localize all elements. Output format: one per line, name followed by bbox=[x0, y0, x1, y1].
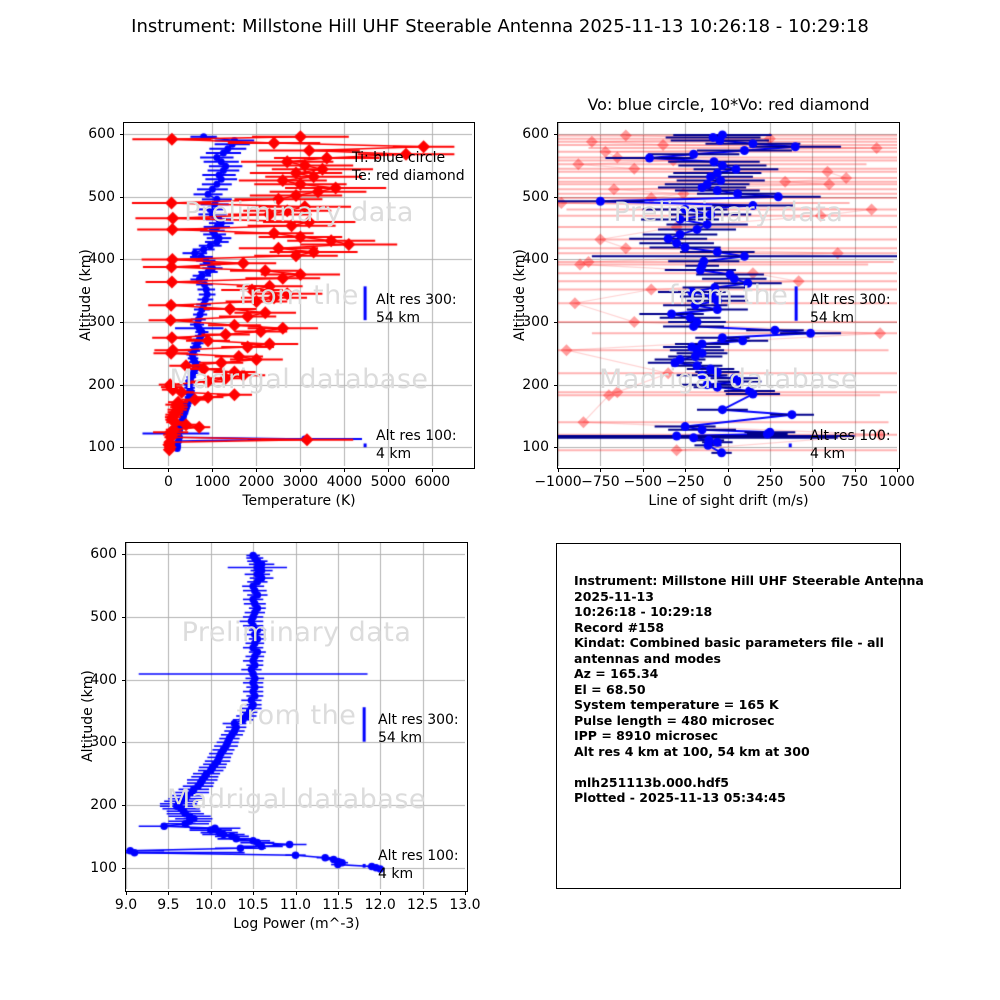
alt-res-100-text: Alt res 100: bbox=[810, 428, 891, 444]
x-tick-mark bbox=[728, 468, 729, 472]
y-tick-label: 300 bbox=[522, 314, 549, 331]
power-y-axis-label: Altitude (km) bbox=[80, 670, 96, 762]
y-tick-label: 300 bbox=[90, 734, 117, 751]
watermark-madrigal-database: Madrigal database bbox=[598, 364, 859, 395]
watermark-madrigal-database: Madrigal database bbox=[169, 364, 429, 395]
temperature-x-axis-label: Temperature (K) bbox=[242, 493, 356, 509]
y-tick-label: 400 bbox=[90, 671, 117, 688]
x-tick-mark bbox=[643, 468, 644, 472]
x-tick-mark bbox=[465, 891, 466, 895]
x-tick-mark bbox=[380, 891, 381, 895]
x-tick-mark bbox=[256, 468, 257, 472]
y-tick-label: 500 bbox=[522, 188, 549, 205]
alt-res-300-text: Alt res 300: bbox=[376, 292, 457, 308]
figure-title: Instrument: Millstone Hill UHF Steerable Antenna 2025-11-13 10:26:18 - 10:29:18 bbox=[131, 16, 869, 37]
y-tick-mark bbox=[120, 134, 124, 135]
info-line bbox=[574, 759, 900, 775]
alt-res-100-text: Alt res 100: bbox=[378, 848, 459, 864]
y-tick-label: 500 bbox=[88, 188, 115, 205]
x-tick-mark bbox=[897, 468, 898, 472]
drift-x-axis-label: Line of sight drift (m/s) bbox=[648, 493, 809, 509]
x-tick-label: 2000 bbox=[238, 474, 275, 490]
x-tick-label: 3000 bbox=[282, 474, 319, 490]
y-tick-mark bbox=[120, 447, 124, 448]
annotation-alt-res-300 bbox=[378, 711, 459, 747]
alt-res-300-text: Alt res 300: bbox=[810, 292, 891, 308]
watermark-from-the: from the bbox=[239, 280, 359, 311]
x-tick-label: −250 bbox=[665, 474, 705, 490]
x-tick-mark bbox=[558, 468, 559, 472]
y-tick-mark bbox=[554, 259, 558, 260]
x-tick-mark bbox=[168, 891, 169, 895]
x-tick-mark bbox=[423, 891, 424, 895]
alt-res-100-text: Alt res 100: bbox=[376, 428, 457, 444]
x-tick-label: 0 bbox=[723, 474, 732, 490]
x-tick-mark bbox=[388, 468, 389, 472]
drift-altitude-plot bbox=[512, 95, 915, 509]
alt-res-300-value: 54 km bbox=[376, 310, 421, 326]
x-tick-label: 10.0 bbox=[195, 897, 227, 913]
y-tick-label: 600 bbox=[88, 126, 115, 143]
watermark-madrigal-database: Madrigal database bbox=[166, 784, 427, 815]
x-tick-mark bbox=[812, 468, 813, 472]
y-tick-label: 500 bbox=[90, 608, 117, 625]
info-line: 2025-11-13 bbox=[574, 588, 654, 604]
y-tick-label: 100 bbox=[88, 439, 115, 456]
x-tick-label: 0 bbox=[163, 474, 173, 490]
legend-ti-label: Ti: blue circle bbox=[352, 150, 446, 166]
y-tick-mark bbox=[122, 554, 126, 555]
info-line: 10:26:18 - 10:29:18 bbox=[574, 604, 713, 619]
y-tick-label: 200 bbox=[522, 376, 549, 393]
x-tick-label: −500 bbox=[623, 474, 662, 490]
x-tick-label: 10.5 bbox=[237, 897, 269, 913]
y-tick-mark bbox=[122, 805, 126, 806]
x-tick-mark bbox=[211, 891, 212, 895]
info-line: El = 68.50 bbox=[574, 681, 646, 697]
y-tick-label: 400 bbox=[88, 251, 115, 268]
y-tick-label: 600 bbox=[90, 546, 117, 563]
x-tick-label: 500 bbox=[798, 474, 826, 490]
annotation-alt-res-100 bbox=[378, 847, 459, 883]
y-tick-mark bbox=[120, 259, 124, 260]
y-tick-mark bbox=[120, 322, 124, 323]
x-tick-mark bbox=[296, 891, 297, 895]
temperature-altitude-plot bbox=[78, 122, 475, 509]
x-tick-label: 9.5 bbox=[157, 897, 180, 913]
y-tick-mark bbox=[122, 742, 126, 743]
watermark-preliminary-data: Preliminary data bbox=[184, 197, 414, 228]
info-line: Az = 165.34 bbox=[574, 666, 659, 681]
x-tick-mark bbox=[300, 468, 301, 472]
power-x-axis-label: Log Power (m^-3) bbox=[233, 916, 360, 932]
alt-res-300-value: 54 km bbox=[378, 730, 423, 746]
watermark-preliminary-data: Preliminary data bbox=[181, 617, 412, 648]
x-tick-label: 12.5 bbox=[407, 897, 439, 913]
watermark-preliminary-data: Preliminary data bbox=[613, 197, 844, 228]
y-tick-mark bbox=[122, 868, 126, 869]
x-tick-mark bbox=[855, 468, 856, 472]
power-altitude-plot bbox=[80, 542, 481, 932]
x-tick-label: 250 bbox=[756, 474, 784, 490]
temperature-y-axis-label: Altitude (km) bbox=[78, 248, 94, 341]
annotation-alt-res-100 bbox=[376, 427, 457, 463]
x-tick-mark bbox=[600, 468, 601, 472]
y-tick-mark bbox=[554, 322, 558, 323]
drift-plot-title: Vo: blue circle, 10*Vo: red diamond bbox=[587, 95, 870, 114]
legend-te-label: Te: red diamond bbox=[352, 168, 465, 184]
y-tick-mark bbox=[120, 385, 124, 386]
y-tick-label: 100 bbox=[90, 859, 117, 876]
watermark-from-the: from the bbox=[668, 280, 789, 311]
x-tick-label: 12.0 bbox=[364, 897, 396, 913]
x-tick-label: −750 bbox=[581, 474, 620, 490]
alt-res-300-text: Alt res 300: bbox=[378, 712, 459, 728]
info-line: Alt res 4 km at 100, 54 km at 300 bbox=[574, 743, 810, 759]
y-tick-label: 100 bbox=[522, 439, 549, 456]
x-tick-mark bbox=[770, 468, 771, 472]
info-line: Kindat: Combined basic parameters file - all bbox=[574, 635, 884, 650]
x-tick-mark bbox=[344, 468, 345, 472]
info-line: antennas and modes bbox=[574, 650, 721, 666]
x-tick-mark bbox=[338, 891, 339, 895]
annotation-alt-res-300 bbox=[376, 291, 457, 327]
y-tick-label: 200 bbox=[90, 797, 117, 813]
x-tick-label: −1000 bbox=[534, 474, 582, 490]
x-tick-label: 11.5 bbox=[322, 897, 354, 913]
x-tick-label: 9.0 bbox=[114, 897, 138, 913]
y-tick-mark bbox=[122, 680, 126, 681]
y-tick-mark bbox=[120, 197, 124, 198]
x-tick-mark bbox=[126, 891, 127, 895]
y-tick-mark bbox=[122, 617, 126, 618]
info-line: System temperature = 165 K bbox=[574, 697, 779, 712]
x-tick-label: 4000 bbox=[326, 474, 363, 490]
y-tick-label: 400 bbox=[522, 251, 549, 268]
annotation-alt-res-300 bbox=[810, 291, 891, 327]
x-tick-mark bbox=[168, 468, 169, 472]
alt-res-100-value: 4 km bbox=[378, 866, 414, 882]
temperature-legend bbox=[352, 149, 465, 185]
y-tick-mark bbox=[554, 385, 558, 386]
y-tick-label: 600 bbox=[522, 126, 549, 143]
alt-res-100-value: 4 km bbox=[810, 446, 846, 462]
x-tick-mark bbox=[685, 468, 686, 472]
info-line: IPP = 8910 microsec bbox=[574, 728, 719, 743]
x-tick-label: 5000 bbox=[370, 474, 407, 490]
watermark-from-the: from the bbox=[236, 700, 357, 731]
x-tick-label: 13.0 bbox=[449, 897, 481, 913]
x-tick-label: 6000 bbox=[414, 474, 451, 490]
drift-y-axis-label: Altitude (km) bbox=[512, 248, 528, 341]
x-tick-mark bbox=[432, 468, 433, 472]
x-tick-mark bbox=[212, 468, 213, 472]
info-line: Record #158 bbox=[574, 619, 665, 635]
y-tick-mark bbox=[554, 447, 558, 448]
x-tick-label: 1000 bbox=[879, 474, 915, 490]
info-line: Instrument: Millstone Hill UHF Steerable Antenna bbox=[574, 573, 924, 588]
annotation-alt-res-100 bbox=[810, 427, 891, 463]
info-line: Plotted - 2025-11-13 05:34:45 bbox=[574, 790, 786, 805]
y-tick-label: 200 bbox=[88, 376, 115, 393]
y-tick-mark bbox=[554, 197, 558, 198]
info-line: Pulse length = 480 microsec bbox=[574, 712, 775, 728]
info-line: mlh251113b.000.hdf5 bbox=[574, 774, 729, 790]
x-tick-label: 1000 bbox=[194, 474, 231, 490]
alt-res-300-value: 54 km bbox=[810, 310, 855, 326]
x-tick-label: 11.0 bbox=[279, 897, 312, 913]
alt-res-100-value: 4 km bbox=[376, 446, 412, 462]
x-tick-mark bbox=[253, 891, 254, 895]
y-tick-mark bbox=[554, 134, 558, 135]
y-tick-label: 300 bbox=[88, 314, 115, 331]
record-info-box bbox=[556, 543, 924, 889]
x-tick-label: 750 bbox=[841, 474, 868, 490]
